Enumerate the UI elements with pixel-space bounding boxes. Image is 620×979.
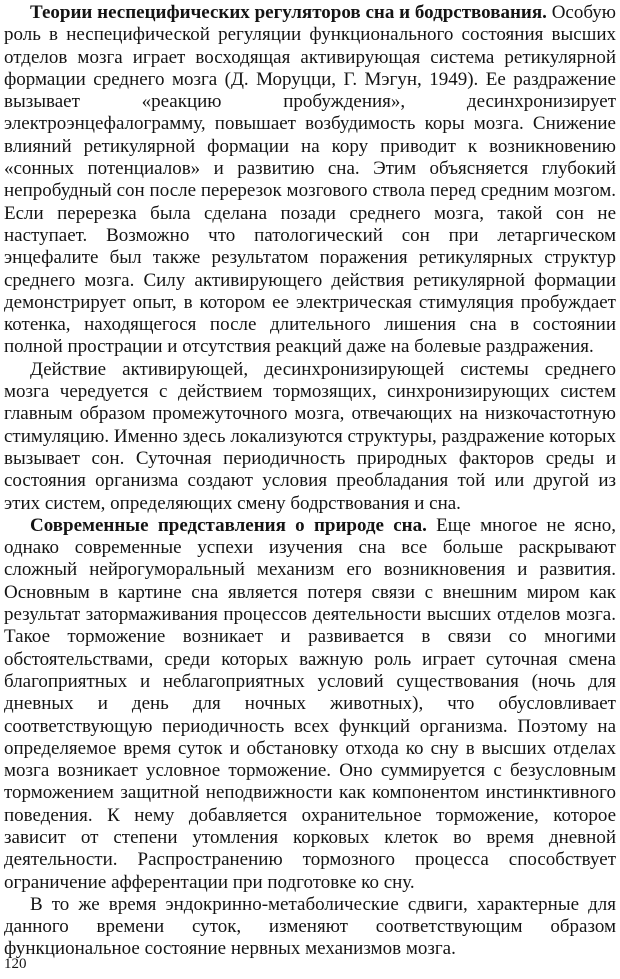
- body-text: [4, 2, 616, 961]
- paragraph-text: Особую роль в неспецифической регуляции функционального состояния высших отделов мозга играет восходящая активирующая система ретикулярной формации среднего мозга (Д. Моруцци, Г. Мэгун, 1949). Ее раздражение вызывает «реакцию пробуждения», десинхронизирует электроэнцефалограмму, повышает возбудимость коры мозга. Снижение влияний ретикулярной формации на кору приводит к возникновению «сонных потенциалов» и развитию сна. Этим объясняется глубокий непробудный сон после перерезок мозгового ствола перед средним мозгом. Если перерезка была сделана позади среднего мозга, такой сон не наступает. Возможно что патологический сон при летаргическом энцефалите был также результатом поражения ретикулярных структур среднего мозга. Силу активирующего действия ретикулярной формации демонстрирует опыт, в котором ее электрическая стимуляция пробуждает котенка, находящегося после длительного лишения сна в состоянии полной прострации и отсутствия реакций даже на болевые раздражения.: [4, 2, 616, 358]
- page-number: 120: [4, 956, 27, 972]
- paragraph-modern-views: [4, 515, 616, 894]
- paragraph-sleep-regulator-theories: [4, 2, 616, 359]
- paragraph-text: Действие активирующей, десинхронизирующей системы среднего мозга чередуется с действием тормозящих, синхронизирующих систем главным образом промежуточного мозга, отвечающих на низкочастотную стимуляцию. Именно здесь локализуются структуры, раздражение которых вызывает сон. Суточная периодичность природных факторов среды и состояния организма создают условия преобладания той или другой из этих систем, определяющих смену бодрствования и сна.: [4, 358, 616, 514]
- paragraph-text: Еще многое не ясно, однако современные успехи изучения сна все больше раскрывают сложный нейрогуморальный механизм его возникновения и развития. Основным в картине сна является потеря связи с внешним миром как результат затормаживания процессов деятельности высших отделов мозга. Такое торможение возникает и развивается в связи со многими обстоятельствами, среди которых важную роль играет суточная смена благоприятных и неблагоприятных условий существования (ночь для дневных и день для ночных животных), что обусловливает соответствующую периодичность всех функций организма. Поэтому на определяемое время суток и обстановку отхода ко сну в высших отделах мозга возникает условное торможение. Оно суммируется с безусловным торможением защитной неподвижности как компонентом инстинктивного поведения. К нему добавляется охранительное торможение, которое зависит от степени утомления корковых клеток во время дневной деятельности. Распространению тормозного процесса способствует ограничение афферентации при подготовке ко сну.: [4, 514, 616, 893]
- paragraph-heading: Современные представления о природе сна.: [30, 514, 427, 536]
- paragraph-heading: Теории неспецифических регуляторов сна и бодрствования.: [30, 2, 547, 23]
- paragraph-activating-system: [4, 359, 616, 515]
- paragraph-endocrine-shifts: [4, 894, 616, 961]
- paragraph-text: В то же время эндокринно-метаболические сдвиги, характерные для данного времени суток, изменяют соответствующим образом функциональное состояние нервных механизмов мозга.: [4, 893, 616, 960]
